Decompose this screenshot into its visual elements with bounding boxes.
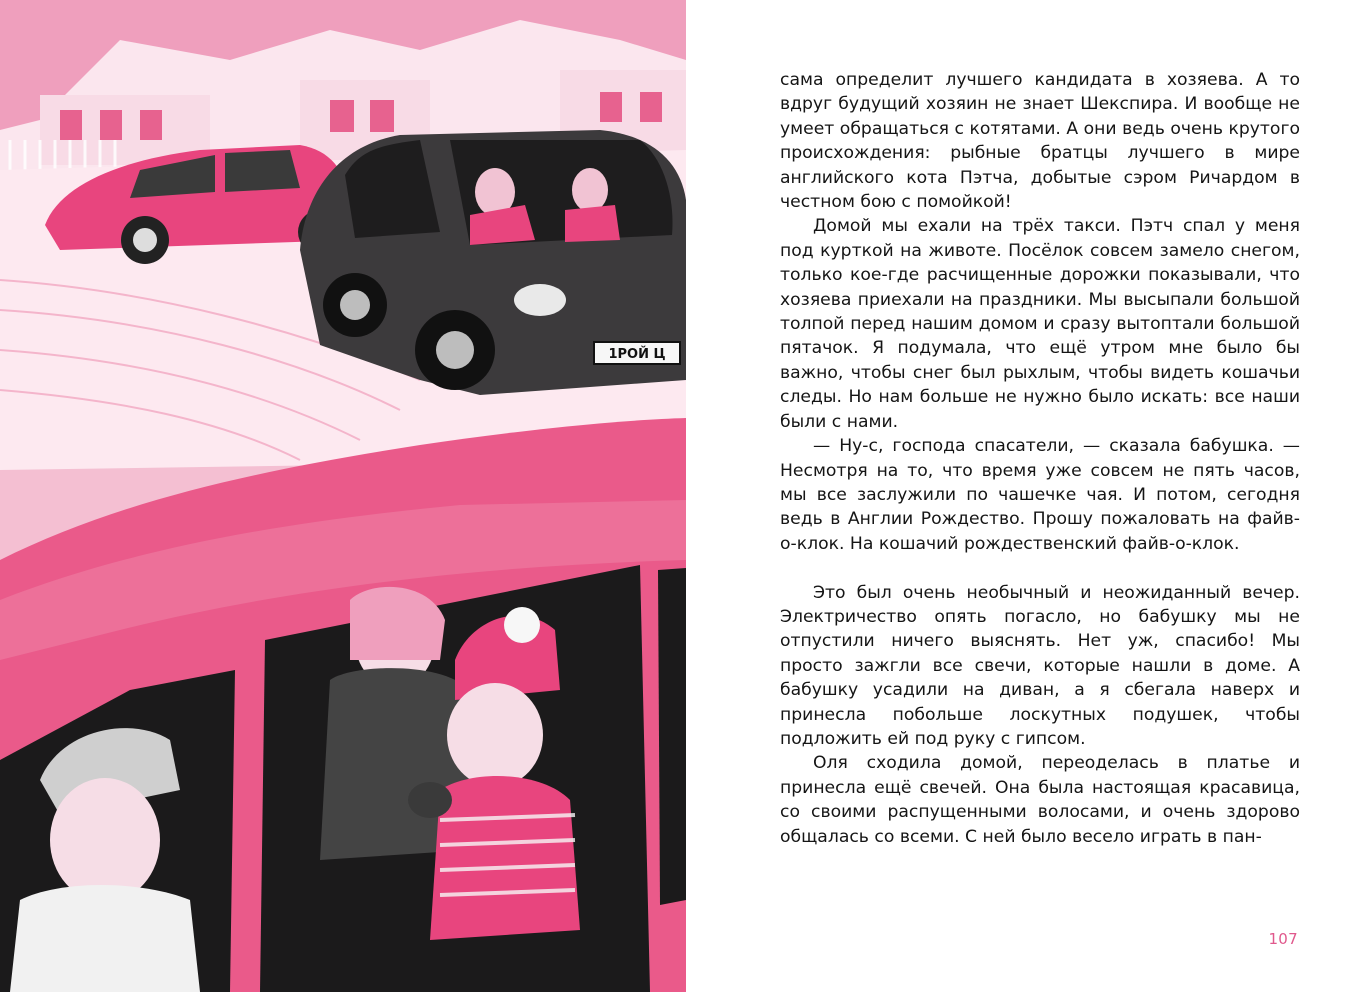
- body-text: [780, 68, 1300, 849]
- dark-car-midground: [300, 130, 686, 395]
- paragraph-2: Домой мы ехали на трёх такси. Пэтч спал у меня под курткой на животе. Посёлок совсем замело снегом, только кое-где расчищенные дорожки показывали, что хозяева приехали на праздники. Мы высыпали большой толпой перед нашим домом и сразу вытоптали большой пятачок. Я подумала, что ещё утром мне было бы важно, чтобы снег был рыхлым, чтобы видеть кошачьи следы. Но нам больше не нужно было искать: все наши были с нами.: [780, 216, 1300, 432]
- text-page: [686, 0, 1370, 992]
- paragraph-5: Оля сходила домой, переоделась в платье и принесла ещё свечей. Она была настоящая красавица, со своими распущенными волосами, и очень здорово общалась со всеми. С ней было весело играть в пан-: [780, 753, 1300, 847]
- paragraph-4: Это был очень необычный и неожиданный вечер. Электричество опять погасло, но бабушку мы не отпустили ничего выяснять. Нет уж, спасибо! Мы просто зажгли все свечи, которые нашли в доме. А бабушку усадили на диван, а я сбегала наверх и принесла побольше лоскутных подушек, чтобы подложить ей под руку с гипсом.: [780, 582, 1300, 749]
- paragraph-1: сама определит лучшего кандидата в хозяева. А то вдруг будущий хозяин не знает Шекспира. И вообще не умеет обращаться с котятами. А они ведь очень крутого происхождения: рыбные братцы лучшего в мире английского кота Пэтча, добытые сэром Ричардом в честном бою с помойкой!: [780, 70, 1300, 213]
- license-plate-text: 1РОЙ Ц: [608, 347, 666, 362]
- page-number: 107: [1268, 930, 1298, 948]
- paragraph-3: — Ну-с, господа спасатели, — сказала бабушка. — Несмотря на то, что время уже совсем не пять часов, мы все заслужили по чашечке чая. И потом, сегодня ведь в Англии Рождество. Прошу пожаловать на файв-о-клок. На кошачий рождественский файв-о-клок.: [780, 436, 1300, 554]
